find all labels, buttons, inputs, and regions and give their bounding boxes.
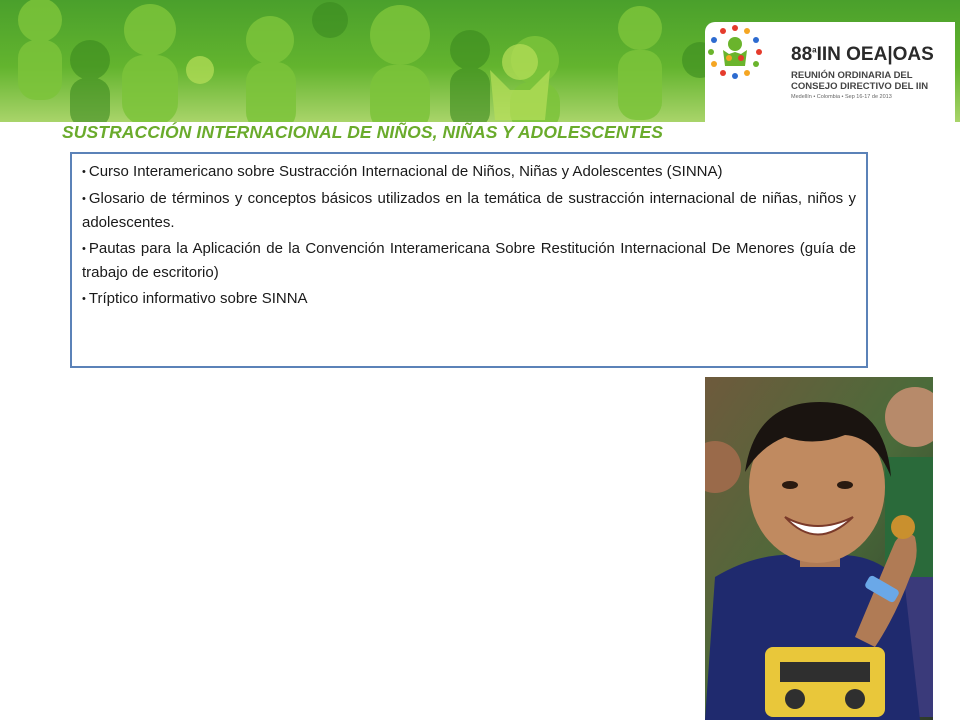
list-item: • Pautas para la Aplicación de la Convención Interamericana Sobre Restitución Internacional De Menores (guía de trabajo de escritorio) xyxy=(82,240,856,281)
bullet-icon: • xyxy=(82,293,86,305)
list-item: • Glosario de términos y conceptos básicos utilizados en la temática de sustracción internacional de niñas, niños y adolescentes. xyxy=(82,190,856,231)
logo-place-date: Medellín • Colombia • Sep 16-17 de 2013 xyxy=(791,94,892,100)
logo-line-1: REUNIÓN ORDINARIA DEL xyxy=(791,70,913,81)
bullet-icon: • xyxy=(82,193,86,205)
child-photo xyxy=(705,377,933,720)
iin-emblem-icon xyxy=(705,22,765,82)
bullet-list xyxy=(82,160,856,311)
logo-title: 88$^a$IIN OEA|OAS xyxy=(791,44,934,65)
content-box xyxy=(70,152,868,368)
logo-line-2: CONSEJO DIRECTIVO DEL IIN xyxy=(791,81,929,92)
bullet-icon: • xyxy=(82,166,86,178)
iin-logo xyxy=(705,22,955,122)
list-item: • Tríptico informativo sobre SINNA xyxy=(82,290,308,307)
list-item: • Curso Interamericano sobre Sustracción Internacional de Niños, Niñas y Adolescentes (SINNA) xyxy=(82,163,723,180)
slide-title: SUSTRACCIÓN INTERNACIONAL DE NIÑOS, NIÑAS Y ADOLESCENTES xyxy=(62,122,663,142)
header-banner xyxy=(0,0,960,122)
bullet-icon: • xyxy=(82,243,86,255)
child-photo-image xyxy=(705,377,933,720)
